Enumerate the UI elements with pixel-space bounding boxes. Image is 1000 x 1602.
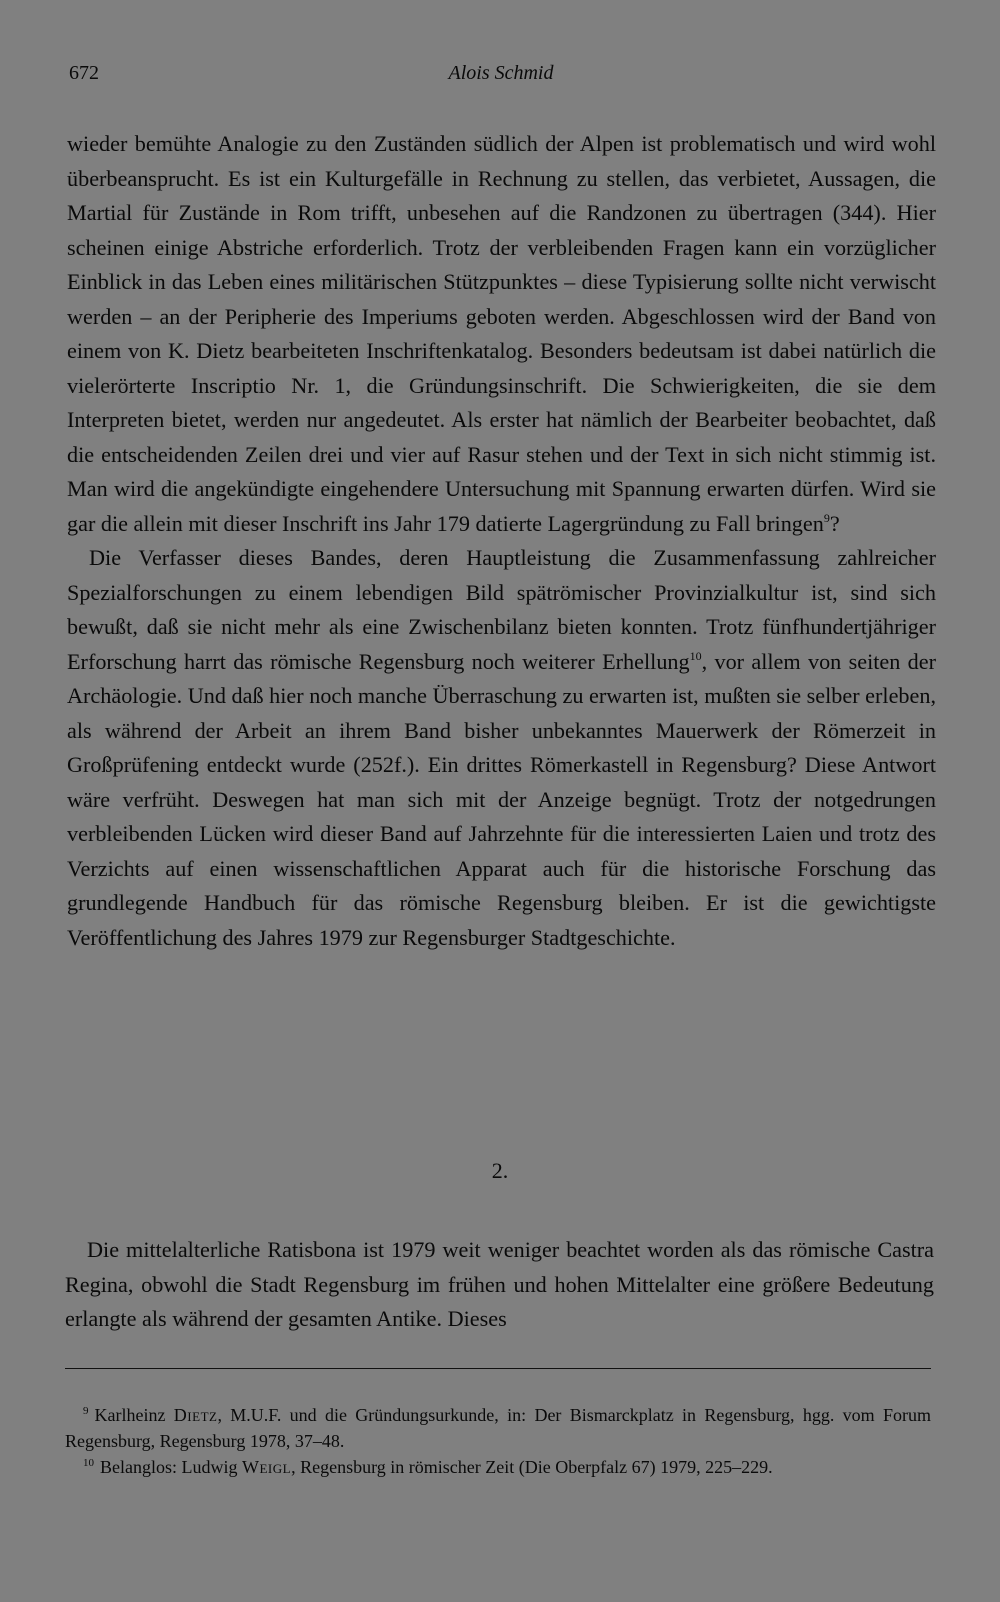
footnote-author: Weigl <box>242 1457 292 1477</box>
paragraph: Die mittelalterliche Ratisbona ist 1979 weit weniger beachtet worden als das römische Castra Regina, obwohl die Stadt Regensburg im frühen und hohen Mittelalter eine größere Bedeutung erlangte als während der gesamten Antike. Dieses <box>65 1237 934 1331</box>
paragraph-text: wieder bemühte Analogie zu den Zuständen südlich der Alpen ist problematisch und wird wohl überbeansprucht. Es ist ein Kulturgefälle in Rechnung zu stellen, das verbietet, Aussagen, die Martial für Zustände in Rom trifft, unbesehen auf die Randzonen zu übertragen (344). Hier scheinen einige Abstriche erforderlich. Trotz der verbleibenden Fragen kann ein vorzüglicher Einblick in das Leben eines militärischen Stützpunktes – diese Typisierung sollte nicht verwischt werden – an der Peripherie des Imperiums geboten werden. Abgeschlossen wird der Band von einem von K. Dietz bearbeiteten Inschriftenkatalog. Besonders bedeutsam ist dabei natürlich die vielerörterte Inscriptio Nr. 1, die Gründungsinschrift. Die Schwierigkeiten, die sie dem Interpreten bietet, werden nur angedeutet. Als erster hat nämlich der Bearbeiter beobachtet, daß die entscheidenden Zeilen drei und vier auf Rasur stehen und der Text in sich nicht stimmig ist. Man wird die angekündigte eingehendere Untersuchung mit Spannung erwarten dürfen. Wird sie gar die allein mit dieser Inschrift ins Jahr 179 datierte Lagergründung zu Fall bringen <box>67 131 936 536</box>
footnote-ref: 9 <box>823 510 830 525</box>
footnote-text: Belanglos: Ludwig <box>100 1457 242 1477</box>
paragraph <box>67 541 936 955</box>
section-text <box>65 1233 934 1337</box>
paragraph-text: ? <box>829 510 840 536</box>
footnote-divider <box>65 1368 931 1369</box>
footnote-text: , Regensburg in römischer Zeit (Die Oberpfalz 67) 1979, 225–229. <box>291 1457 773 1477</box>
footnote <box>65 1402 931 1454</box>
paragraph-text: Die Verfasser dieses Bandes, deren Hauptleistung die Zusammenfassung zahlreicher Spezialforschungen zu einem lebendigen Bild spätrömischer Provinzialkultur ist, sind sich bewußt, daß sie nicht mehr als eine Zwischenbilanz bieten konnten. Trotz fünfhundertjähriger Erforschung harrt das römische Regensburg noch weiterer Erhellung <box>67 545 936 674</box>
section-number: 2. <box>491 1158 509 1183</box>
paragraph <box>67 127 936 541</box>
running-title: Alois Schmid <box>448 62 554 84</box>
body-text <box>67 127 936 955</box>
page-number: 672 <box>69 62 99 84</box>
footnote-text: , M.U.F. und die Gründungsurkunde, in: Der Bismarckplatz in Regensburg, hgg. vom Forum Regensburg, Regensburg 1978, 37–48. <box>65 1405 931 1451</box>
footnote-ref: 10 <box>689 648 702 663</box>
paragraph-text: , vor allem von seiten der Archäologie. Und daß hier noch manche Überraschung zu erwarten ist, mußten sie selber erleben, als während der Arbeit an ihrem Band bisher unbekanntes Mauerwerk der Römerzeit in Großprüfening entdeckt wurde (252f.). Ein drittes Römerkastell in Regensburg? Diese Antwort wäre verfrüht. Deswegen hat man sich mit der Anzeige begnügt. Trotz der notgedrungen verbleibenden Lücken wird dieser Band auf Jahrzehnte für die interessierten Laien und trotz des Verzichts auf einen wissenschaftlichen Apparat auch für die historische Forschung das grundlegende Handbuch für das römische Regensburg bleiben. Er ist die gewichtigste Veröffentlichung des Jahres 1979 zur Regensburger Stadtgeschichte. <box>67 648 936 950</box>
footnotes <box>65 1402 931 1480</box>
running-head <box>69 62 933 92</box>
footnote-author: Dietz <box>173 1405 218 1425</box>
footnote <box>65 1454 931 1480</box>
footnote-text: Karlheinz <box>94 1405 174 1425</box>
footnote-number: 9 <box>83 1405 89 1417</box>
footnote-number: 10 <box>83 1457 94 1469</box>
